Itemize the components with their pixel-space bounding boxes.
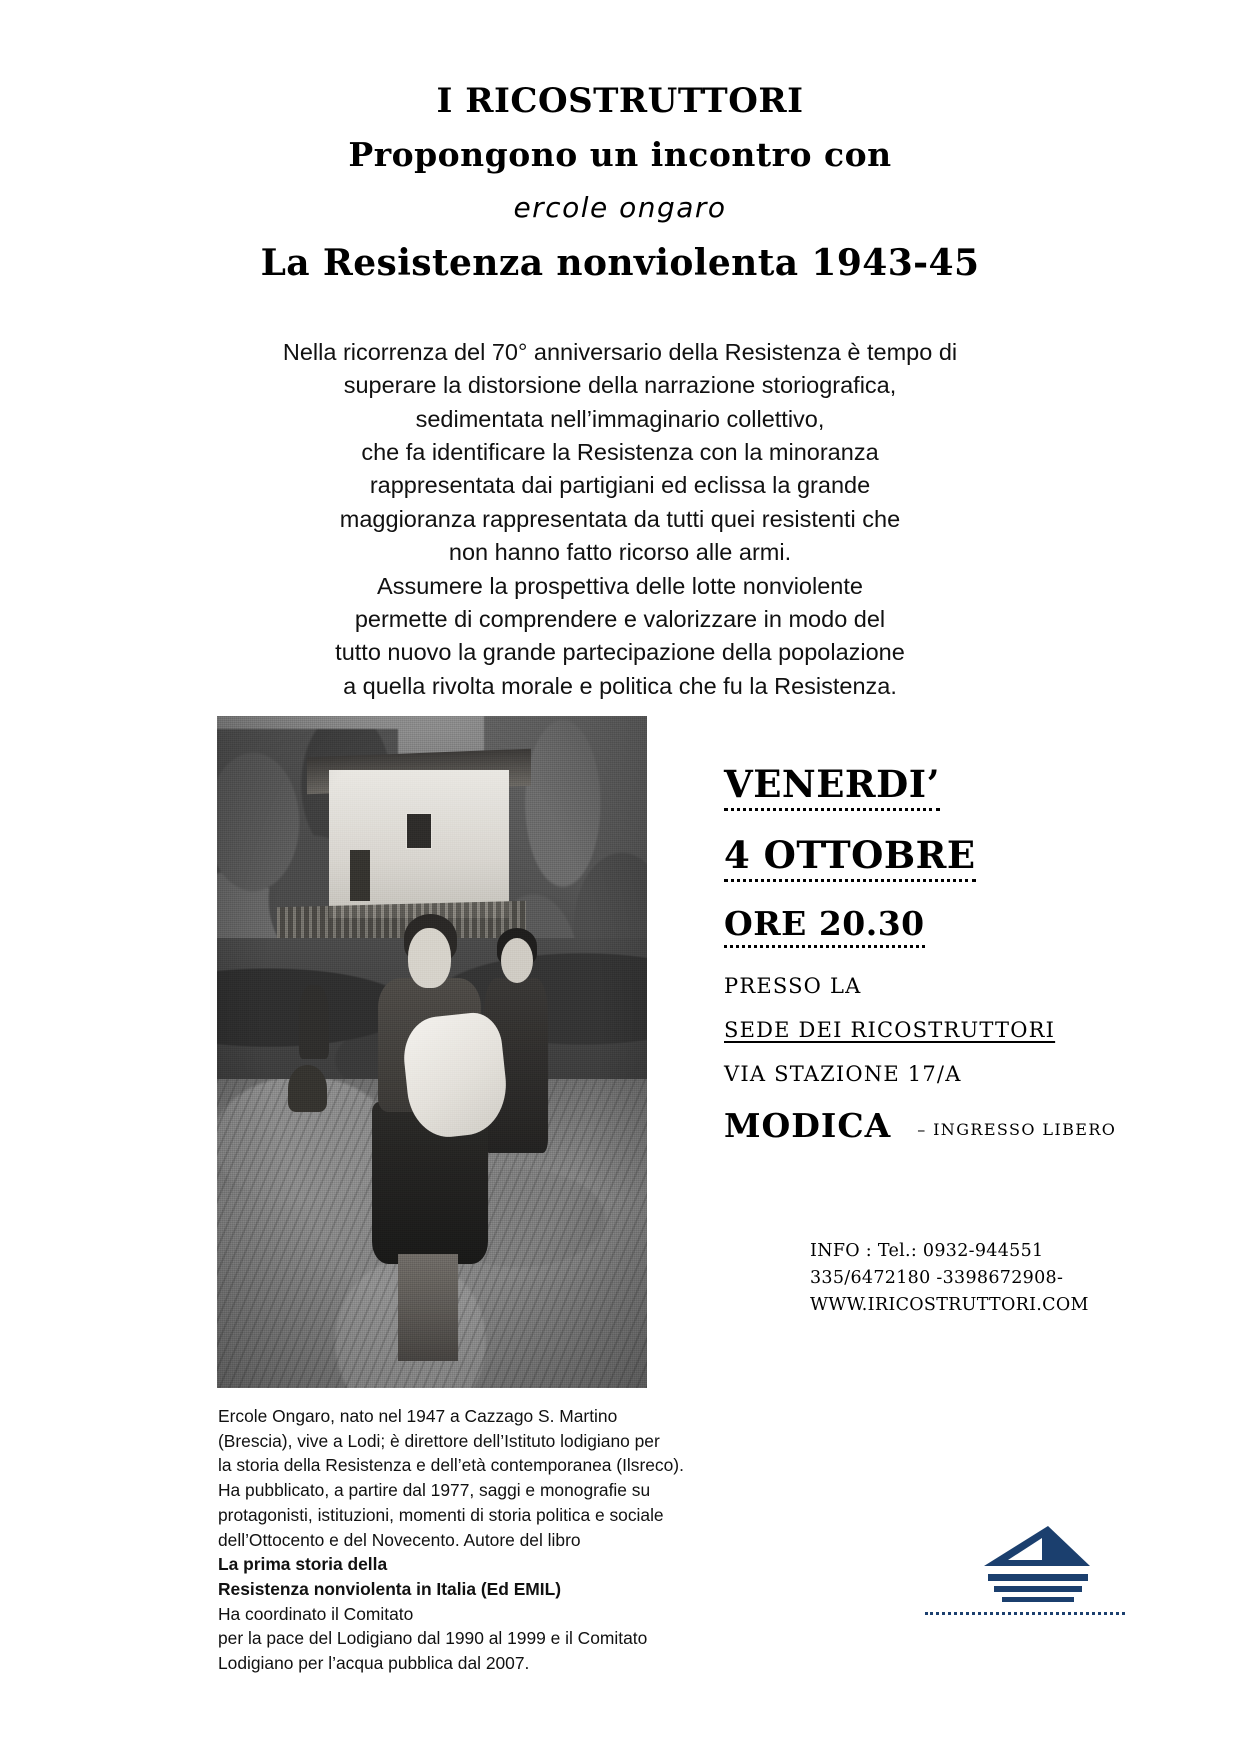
intro-paragraph <box>0 336 1240 703</box>
bio-line: Ha coordinato il Comitato <box>218 1603 414 1624</box>
contact-info <box>810 1238 1210 1319</box>
bio-line: Lodigiano per l’acqua pubblica dal 2007. <box>218 1653 530 1674</box>
bio-line: dell’Ottocento e del Novecento. Autore del libro <box>218 1529 581 1550</box>
propose-line: Propongono un incontro con <box>348 135 892 175</box>
intro-line: sedimentata nell’immaginario collettivo, <box>415 405 825 432</box>
photo-canvas <box>217 716 647 1388</box>
photo-grain <box>217 716 647 1388</box>
bio-book-title-line-2: Resistenza nonviolenta in Italia (Ed EMIL) <box>218 1578 562 1599</box>
bio-line: Ercole Ongaro, nato nel 1947 a Cazzago S. Martino <box>218 1406 618 1426</box>
venue-name: SEDE DEI RICOSTRUTTORI <box>724 1018 1056 1042</box>
contact-line: INFO : Tel.: 0932-944551 <box>810 1241 1044 1261</box>
intro-line: Assumere la prospettiva delle lotte nonviolente <box>377 572 863 599</box>
bio-line: protagonisti, istituzioni, momenti di storia politica e sociale <box>218 1504 664 1525</box>
contact-line: 335/6472180 -3398672908- <box>810 1268 1064 1289</box>
bio-book-title-line-1: La prima storia della <box>218 1554 388 1575</box>
intro-line: maggioranza rappresentata da tutti quei resistenti che <box>339 505 901 532</box>
venue-city: MODICA <box>724 1106 892 1145</box>
event-time: ORE 20.30 <box>724 904 925 948</box>
city-row <box>724 1106 1194 1145</box>
bio-line: (Brescia), vive a Lodi; è direttore dell’Istituto lodigiano per <box>218 1430 660 1451</box>
venue-address: VIA STAZIONE 17/A <box>724 1062 962 1086</box>
intro-line: rappresentata dai partigiani ed eclissa la grande <box>369 472 871 499</box>
intro-line: che fa identificare la Resistenza con la minoranza <box>361 439 879 466</box>
venue-prefix: PRESSO LA <box>724 974 862 998</box>
event-details <box>724 762 1194 1145</box>
talk-title: La Resistenza nonviolenta 1943-45 <box>260 241 980 284</box>
event-date: 4 OTTOBRE <box>724 833 976 882</box>
contact-website[interactable]: WWW.IRICOSTRUTTORI.COM <box>810 1295 1089 1316</box>
organization-title: I RICOSTRUTTORI <box>436 81 804 121</box>
historical-photograph <box>217 716 647 1388</box>
bio-line: per la pace del Lodigiano dal 1990 al 1999 e il Comitato <box>218 1628 648 1649</box>
event-day: VENERDI’ <box>724 762 940 811</box>
intro-line: permette di comprendere e valorizzare in modo del <box>354 605 886 632</box>
bio-line: la storia della Resistenza e dell’età contemporanea (Ilsreco). <box>218 1455 684 1476</box>
free-entry-note: – INGRESSO LIBERO <box>917 1120 1117 1139</box>
speaker-biography <box>218 1404 778 1676</box>
intro-line: Nella ricorrenza del 70° anniversario della Resistenza è tempo di <box>282 339 958 365</box>
logo-dotted-rule <box>925 1612 1125 1615</box>
poster-header <box>0 82 1240 284</box>
intro-line: non hanno fatto ricorso alle armi. <box>448 539 792 566</box>
intro-line: tutto nuovo la grande partecipazione della popolazione <box>335 639 905 666</box>
speaker-name: ercole ongaro <box>513 190 727 224</box>
intro-line: superare la distorsione della narrazione storiografica, <box>343 372 897 399</box>
bio-line: Ha pubblicato, a partire dal 1977, saggi e monografie su <box>218 1480 651 1501</box>
intro-line: a quella rivolta morale e politica che fu la Resistenza. <box>343 672 897 699</box>
